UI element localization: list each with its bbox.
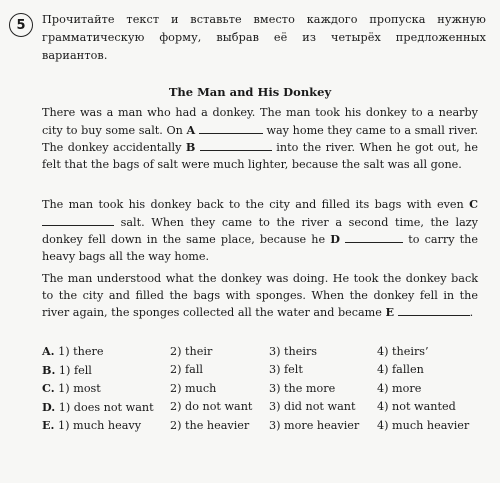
- option-1[interactable]: 1) most: [58, 382, 101, 396]
- option-4[interactable]: 4) theirs’: [377, 344, 429, 358]
- option-2[interactable]: 2) their: [170, 344, 213, 358]
- answer-options-table: [42, 342, 492, 435]
- task-number: 5: [16, 17, 26, 33]
- gap-label-d: D: [330, 232, 340, 247]
- option-letter: D.: [42, 399, 56, 414]
- option-4[interactable]: 4) not wanted: [377, 400, 456, 414]
- gap-label-c: C: [469, 197, 478, 211]
- option-3[interactable]: 3) theirs: [269, 344, 318, 358]
- options-row-e: [42, 416, 492, 435]
- gap-label-e: E: [385, 305, 395, 320]
- paragraph-text: salt. When they came to the river a second time, the lazy donkey fell down in the same place, because he: [42, 215, 478, 247]
- paragraph-text: to carry the heavy bags all the way home.: [42, 233, 478, 263]
- options-row-b: [42, 361, 492, 380]
- option-letter: A.: [42, 344, 55, 359]
- options-row-d: [42, 398, 492, 417]
- option-1[interactable]: 1) much heavy: [58, 419, 142, 433]
- paragraph-text: The man took his donkey back to the city and filled its bags with even: [42, 198, 470, 211]
- gap-label-a: A: [186, 122, 196, 137]
- option-1[interactable]: 1) fell: [58, 363, 92, 377]
- paragraph-text: into the river. When he got out, he felt that the bags of salt were much lighter, because the salt was all gone.: [42, 141, 478, 171]
- option-2[interactable]: 2) fall: [170, 363, 204, 377]
- option-letter: C.: [42, 381, 55, 396]
- option-1[interactable]: 1) does not want: [58, 400, 154, 414]
- task-number-badge: [9, 13, 33, 37]
- gap-blank-d: [345, 231, 403, 243]
- story-paragraph-1: [42, 105, 478, 173]
- story-paragraph-3: [42, 271, 478, 322]
- paragraph-text: The man understood what the donkey was doing. He took the donkey back to the city and filled the bags with sponges. When the donkey fell in the river again, the sponges collected all the water and became: [42, 272, 478, 320]
- option-2[interactable]: 2) do not want: [170, 400, 253, 414]
- option-4[interactable]: 4) fallen: [377, 363, 424, 377]
- paragraph-text: .: [469, 306, 474, 320]
- paragraph-text: There was a man who had a donkey. The man took his donkey to a nearby city to buy some salt. On: [42, 106, 478, 137]
- gap-blank-a: [199, 122, 263, 134]
- option-4[interactable]: 4) more: [377, 381, 422, 395]
- option-2[interactable]: 2) much: [170, 381, 217, 395]
- option-3[interactable]: 3) did not want: [269, 400, 356, 414]
- options-row-c: [42, 379, 492, 398]
- option-1[interactable]: 1) there: [58, 345, 104, 359]
- option-letter: B.: [42, 362, 56, 377]
- option-3[interactable]: 3) the more: [269, 381, 336, 395]
- option-2[interactable]: 2) the heavier: [170, 418, 250, 432]
- gap-label-b: B: [185, 140, 196, 155]
- story-title: The Man and His Donkey: [168, 85, 332, 99]
- task-instruction: Прочитайте текст и вставьте вместо каждого пропуска нужную грамматическую форму, выбрав её из четырёх предложенных вариантов.: [42, 13, 486, 62]
- options-row-a: [42, 342, 492, 361]
- paragraph-text: way home they came to a small river. The donkey accidentally: [42, 123, 478, 155]
- option-4[interactable]: 4) much heavier: [377, 418, 470, 432]
- gap-blank-e: [398, 304, 470, 316]
- gap-blank-b: [200, 139, 272, 151]
- story-paragraph-2: [42, 196, 478, 265]
- option-3[interactable]: 3) more heavier: [269, 418, 360, 432]
- option-letter: E.: [42, 418, 55, 433]
- option-3[interactable]: 3) felt: [269, 363, 303, 377]
- gap-blank-c: [42, 214, 114, 226]
